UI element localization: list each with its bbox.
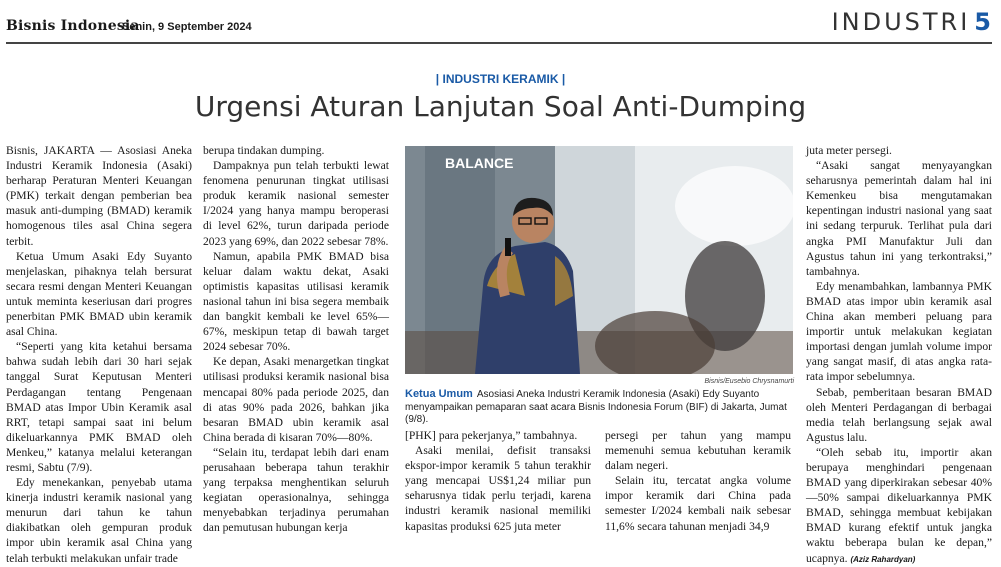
paragraph: Edy menambahkan, lambannya PMK BMAD atas impor ubin keramik asal China akan memberi peluang para importir untuk melakukan kegiatan importasi dengan jumlah volume impor yang sangat masif, di atas angka rata-rata impor sebelumnya. — [806, 279, 992, 384]
paragraph-text: “Oleh sebab itu, importir akan berupaya menghindari pengenaan BMAD yang diperkirakan sebesar 40%—50% sampai dikeluarkannya PMK BMAD, sehingga membuat kebijakan BMAD kurang efektif untuk jangka waktu beberapa bulan ke depan,” ucapnya. — [806, 445, 992, 565]
paragraph: juta meter persegi. — [806, 144, 892, 157]
article-photo — [405, 146, 793, 374]
speaker-photo-illustration — [405, 146, 793, 374]
article-kicker: | INDUSTRI KERAMIK | — [435, 72, 566, 86]
article-column-3a — [405, 428, 591, 534]
paragraph: [PHK] para pekerjanya,” tambahnya. — [405, 429, 578, 442]
paragraph: Sebab, pemberitaan besaran BMAD oleh Menteri Perdagangan di berbagai media telah berlangsung sejak awal Agustus lalu. — [806, 385, 992, 444]
paragraph: “Seperti yang kita ketahui bersama bahwa sudah lebih dari 30 hari sejak tanggal Surat Keputusan Menteri Perdagangan tentang Pengenaan BMAD atas Impor Ubin Keramik asal RRT, tetapi sampai saat ini belum dikeluarkannya PMK BMAD oleh Menkeu,” katanya melalui keterangan resmi, Sabtu (7/9). — [6, 340, 192, 474]
article-column-2 — [203, 143, 389, 535]
article-column-4 — [806, 143, 992, 567]
paragraph — [806, 445, 992, 567]
paragraph: Selain itu, tercatat angka volume impor keramik dari China pada semester I/2024 kembali naik sebesar 11,6% secara tahunan menjadi 34,9 — [605, 474, 791, 533]
masthead-name: Bisnis Indonesia — [6, 18, 140, 34]
paragraph: “Selain itu, terdapat lebih dari enam perusahaan beberapa tahun terakhir yang terpaksa menghentikan seluruh kegiatan operasionalnya, sehingga menyebabkan terjadinya perumahan dan pemutusan hubungan kerja — [203, 445, 389, 535]
paragraph: Namun, apabila PMK BMAD bisa keluar dalam waktu dekat, Asaki optimistis kapasitas utilisasi keramik nasional tahun ini bisa segera membaik dan bangkit kembali ke level 65%—67%, meskipun tetap di bawah target 2024 sebesar 70%. — [203, 249, 389, 354]
article-column-3b — [605, 428, 791, 534]
paragraph: Ketua Umum Asaki Edy Suyanto menjelaskan, pihaknya telah bersurat secara resmi dengan Menteri Keuangan untuk meminta keseriusan dari progres penerbitan PMK BMAD ubin keramik asal China. — [6, 249, 192, 339]
section-header — [832, 8, 991, 36]
paragraph: Edy menekankan, penyebab utama kinerja industri keramik nasional yang menurun dari tahun ke tahun diakibatkan oleh gempuran produk impor ubin keramik asal China yang telah terbukti melakukan unfair trade — [6, 476, 192, 565]
backdrop-text: BALANCE — [445, 155, 514, 171]
caption-text: Asosiasi Aneka Industri Keramik Indonesia (Asaki) Edy Suyanto menyampaikan pemaparan saat acara Bisnis Indonesia Forum (BIF) di Jakarta, Jumat (9/8). — [405, 389, 787, 425]
paragraph: berupa tindakan dumping. — [203, 144, 325, 157]
article-column-1 — [6, 143, 192, 566]
paragraph: Asaki menilai, defisit transaksi ekspor-impor keramik 5 tahun terakhir yang mencapai US$1,24 miliar pun seharusnya tidak perlu terjadi, karena industri keramik nasional memiliki kapasitas produksi 625 juta meter — [405, 444, 591, 533]
photo-credit: Bisnis/Eusebio Chrysnamurti — [704, 378, 794, 385]
article-headline: Urgensi Aturan Lanjutan Soal Anti-Dumping — [194, 90, 807, 123]
paragraph: Bisnis, JAKARTA — Asosiasi Aneka Industri Keramik Indonesia (Asaki) berharap Peraturan Menteri Keuangan (PMK) terkait dengan pemberian bea masuk anti-dumping (BMAD) keramik homogenous tiles asal China segera terbit. — [6, 144, 192, 248]
paragraph: Ke depan, Asaki menargetkan tingkat utilisasi produksi keramik nasional bisa mencapai 80% pada periode 2025, dan di atas 90% pada 2026, bahkan jika besaran BMAD ubin keramik asal China berada di kisaran 70%—80%. — [203, 355, 389, 444]
photo-caption — [405, 388, 793, 427]
byline: (Aziz Rahardyan) — [850, 554, 916, 564]
paragraph: Dampaknya pun telah terbukti lewat fenomena penurunan tingkat utilisasi produk keramik nasional semester I/2024 yang hanya mampu beroperasi di level 62%, turun daripada periode 2023 yang 69%, dan 2022 sebesar 78%. — [203, 159, 389, 248]
paragraph: persegi per tahun yang mampu memenuhi semua kebutuhan keramik dalam negeri. — [605, 429, 791, 473]
section-name: INDUSTRI — [831, 8, 971, 36]
top-rule — [6, 42, 992, 44]
caption-lead: Ketua Umum — [405, 388, 473, 400]
masthead-date: Senin, 9 September 2024 — [122, 21, 252, 33]
page-number: 5 — [974, 8, 991, 36]
paragraph: “Asaki sangat menyayangkan seharusnya pemerintah dalam hal ini Kemenkeu bisa mengutamakan kepentingan industri nasional yang saat ini sedang terpuruk. Terlihat pula dari angka PMI Manufaktur Juli dan Agustus tahun ini yang terkontraksi,” tambahnya. — [806, 159, 992, 278]
